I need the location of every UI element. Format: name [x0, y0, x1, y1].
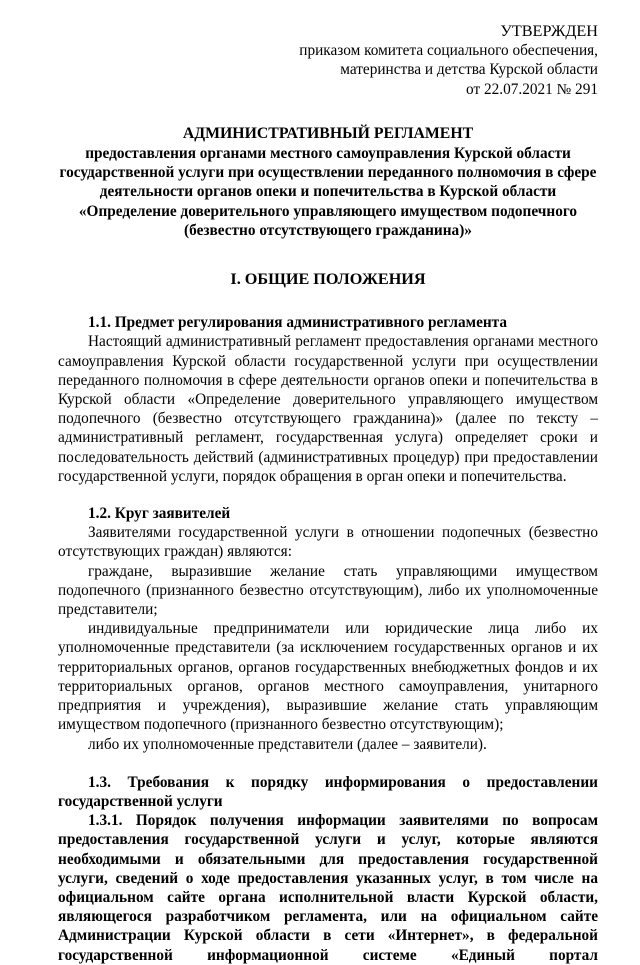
paragraph-1-2-d: либо их уполномоченные представители (далее – заявители).: [88, 735, 487, 753]
title-line: государственной услуги при осуществлении переданного полномочия в сфере: [59, 164, 597, 182]
approval-stamp: [58, 22, 598, 99]
title-line: (безвестно отсутствующего гражданина)»: [184, 221, 472, 239]
title-line: «Определение доверительного управляющего имуществом подопечного: [78, 202, 578, 220]
approval-heading: УТВЕРЖДЕН: [500, 22, 598, 40]
subsection-heading-1-3: 1.3. Требования к порядку информирования о предоставлении государственной услуги: [58, 773, 598, 810]
subsection-heading-1-1: 1.1. Предмет регулирования административного регламента: [88, 314, 508, 332]
paragraph-1-1: Настоящий административный регламент предоставления органами местного самоуправления Курской области государственной услуги при осуществлении переданного полномочия в сфере деятельности органов опеки и попечительства в Курской области «Определение доверительного управляющего имуществом подопечного (безвестно отсутствующего гражданина)» (далее по тексту – административный регламент, государственная услуга) определяет сроки и последовательность действий (административных процедур) при предоставлении государственной услуги, порядок обращения в орган опеки и попечительства.: [58, 333, 598, 485]
paragraph-1-2-a: Заявителями государственной услуги в отношении подопечных (безвестно отсутствующих граждан) являются:: [58, 524, 598, 561]
title-main: АДМИНИСТРАТИВНЫЙ РЕГЛАМЕНТ: [182, 124, 474, 142]
paragraph-1-3-1: 1.3.1. Порядок получения информации заявителями по вопросам предоставления государственной услуги и услуг, которые являются необходимыми и обязательными для предоставления государственной услуги, сведений о ходе предоставления указанных услуг, в том числе на официальном сайте органа исполнительной власти Курской области, являющегося разработчиком регламента, или на официальном сайте Администрации Курской области в сети «Интернет», в федеральной государственной информационной системе «Единый портал: [58, 812, 598, 964]
approval-committee: материнства и детства Курской области: [340, 61, 598, 79]
subsection-heading-1-2: 1.2. Круг заявителей: [88, 505, 231, 523]
title-line: деятельности органов опеки и попечительства в Курской области: [99, 183, 557, 201]
approval-date: от 22.07.2021 № 291: [466, 80, 598, 98]
paragraph-1-2-b: граждане, выразившие желание стать управляющими имуществом подопечного (признанного безвестно отсутствующим), либо их уполномоченные представители;: [58, 562, 598, 619]
document-title: [58, 124, 598, 240]
approval-order: приказом комитета социального обеспечения,: [299, 42, 598, 60]
section-heading: I. ОБЩИЕ ПОЛОЖЕНИЯ: [230, 270, 426, 289]
title-line: предоставления органами местного самоуправления Курской области: [85, 145, 571, 163]
paragraph-1-2-c: индивидуальные предприниматели или юридические лица либо их уполномоченные представители (за исключением государственных органов и их территориальных органов, органов государственных внебюджетных фондов и их территориальных органов, органов местного самоуправления, унитарного предприятия и учреждения), выразившие желание стать управляющим имуществом подопечного (признанного безвестно отсутствующим);: [58, 620, 598, 734]
